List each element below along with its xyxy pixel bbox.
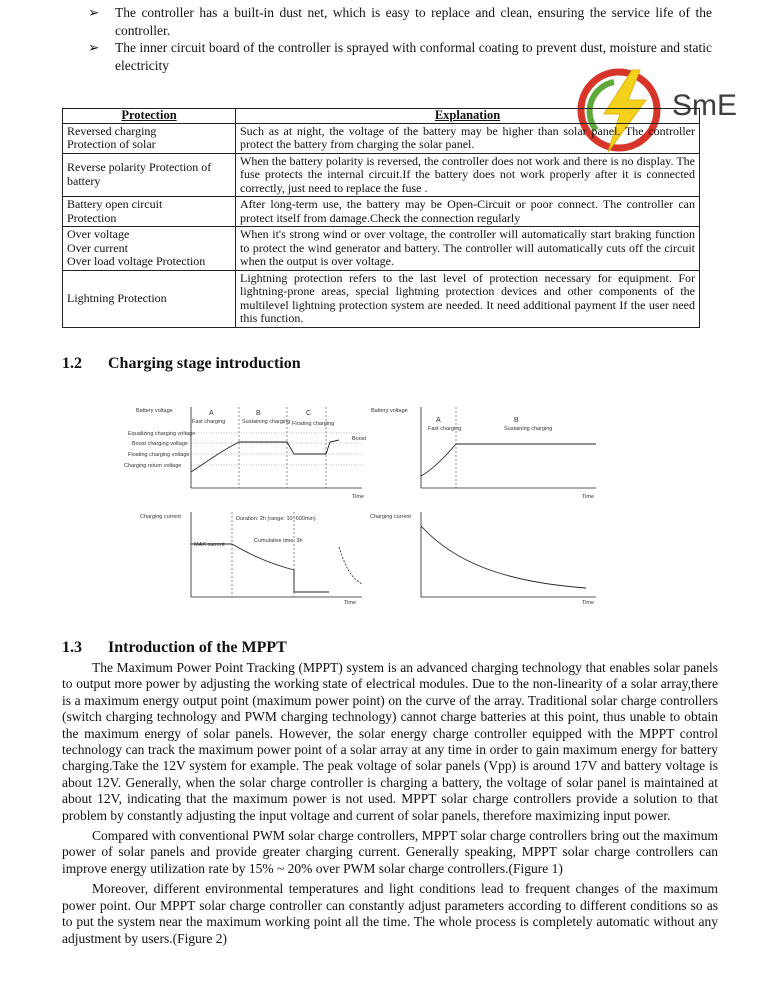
- protection-cell: Lightning Protection: [63, 270, 236, 327]
- explanation-cell: When it's strong wind or over voltage, the controller will automatically start braking function to protect the wind generator and battery. The controller will automatically cuts off the circuit when the output is over voltage.: [236, 227, 700, 271]
- x-axis-label: Time: [582, 600, 595, 606]
- column-header: Explanation: [236, 109, 700, 124]
- column-header: Protection: [63, 109, 236, 124]
- y-axis-label: Charging current: [370, 514, 411, 520]
- y-axis-label: Charging current: [140, 514, 181, 520]
- table-row: [63, 227, 700, 271]
- mppt-body-text: [62, 660, 718, 947]
- table-row: [63, 153, 700, 197]
- stage-a-description: Fast charging: [428, 426, 462, 432]
- arrow-bullet-icon: ➢: [88, 40, 100, 55]
- paragraph: The Maximum Power Point Tracking (MPPT) system is an advanced charging technology that enables solar panels to output more power by adjusting the working state of electrical modules. Due to the non-linearity of a solar array,there is a maximum energy output point (maximum power point) on the curve of the array. Traditional solar charge controllers (switch charging technology and PWM charging technology) cannot charge batteries at this point, thus unable to obtain the maximum energy of solar panels. However, the solar energy charge controller equipped with the MPPT control technology can track the maximum power point of a solar array at any time in order to gain maximum energy for battery charging.Take the 12V system for example. The peak voltage of solar panels (Vpp) is around 17V and battery voltage is about 12V. Generally, when the solar charge controller is charging a battery, the voltage of solar panel is maintained at about 12V, indicating that the maximum power is not used. MPPT solar charge controllers provide a solution to that problem by constantly adjusting the input voltage and current of solar panels, therefore maximizing input power.: [62, 660, 718, 823]
- stage-c-label: C: [306, 410, 312, 417]
- stage-b-description: Sustaining charging: [242, 419, 291, 425]
- paragraph: Moreover, different environmental temperatures and light conditions lead to frequent changes of the maximum power point. Our MPPT solar charge controller can constantly adjust parameters according to different conditions so as to put the system near the maximum working point all the time. The whole process is completely automatic without any adjustment by users.(Figure 2): [62, 881, 718, 946]
- protection-cell: Reversed charging Protection of solar: [63, 123, 236, 153]
- battery-voltage-chart-fast-sustaining-floating: [124, 407, 367, 500]
- charging-current-chart-right: [370, 512, 596, 606]
- y-axis-label: Battery voltage: [371, 408, 408, 414]
- y-axis-label: Battery voltage: [136, 408, 173, 414]
- charging-stage-figure: [124, 402, 614, 612]
- section-number: 1.2: [62, 355, 82, 372]
- paragraph: Compared with conventional PWM solar charge controllers, MPPT solar charge controllers bring out the maximum power of solar panels and provide greater charging current. Generally speaking, MPPT solar charge controllers can improve energy utilization rate by 15% ~ 20% over PWM solar charge controllers.(Figure 1): [62, 828, 718, 876]
- explanation-cell: Lightning protection refers to the last level of protection necessary for equipment. For lightning-prone areas, special lightning protection devices and other components of the multilevel lightning protection system are needed. It need additional payment If the user need this function.: [236, 270, 700, 327]
- stage-b-label: B: [514, 417, 519, 424]
- table-row: [63, 123, 700, 153]
- x-axis-label: Time: [344, 600, 357, 606]
- protection-cell: Battery open circuit Protection: [63, 197, 236, 227]
- section-heading: [62, 639, 287, 657]
- cumulative-time-label: Cumulative time: 3h: [254, 538, 303, 544]
- table-row: [63, 270, 700, 327]
- protection-cell: Reverse polarity Protection of battery: [63, 153, 236, 197]
- level-label: Charging return voltage: [124, 463, 182, 469]
- logo-text: SmE: [672, 89, 738, 122]
- max-current-label: MAX current: [194, 542, 225, 548]
- stage-a-description: Fast charging: [192, 419, 226, 425]
- level-label: Equalizing charging voltage: [128, 431, 196, 437]
- boost-label: Boost: [352, 436, 367, 442]
- duration-label: Duration: 2h (range: 10~600min): [236, 516, 316, 522]
- bullet-text: The controller has a built-in dust net, which is easy to replace and clean, ensuring the service life of the controller.: [115, 5, 712, 38]
- stage-b-description: Sustaining charging: [504, 426, 553, 432]
- explanation-cell: Such as at night, the voltage of the battery may be higher than solar panel. The controller protect the battery from charging the solar panel.: [236, 123, 700, 153]
- stage-a-label: A: [436, 417, 441, 424]
- section-title: Introduction of the MPPT: [108, 639, 287, 656]
- section-heading: [62, 355, 301, 373]
- stage-b-label: B: [256, 410, 261, 417]
- explanation-cell: When the battery polarity is reversed, the controller does not work and there is no display. The fuse protects the internal circuit.If the battery does not work properly after it is connected correctly, just need to replace the fuse .: [236, 153, 700, 197]
- charging-current-chart-left: [140, 512, 362, 606]
- bullet-item: [62, 4, 712, 39]
- x-axis-label: Time: [582, 494, 595, 500]
- stage-a-label: A: [209, 410, 214, 417]
- table-row: [63, 197, 700, 227]
- level-label: Floating charging voltage: [128, 452, 190, 458]
- explanation-cell: After long-term use, the battery may be Open-Circuit or poor connect. The controller can protect itself from damage.Check the connection regularly: [236, 197, 700, 227]
- section-title: Charging stage introduction: [108, 355, 301, 372]
- table-header-row: [63, 109, 700, 124]
- battery-voltage-chart-fast-sustaining: [371, 407, 596, 500]
- x-axis-label: Time: [352, 494, 365, 500]
- stage-c-description: Floating charging: [292, 421, 335, 427]
- arrow-bullet-icon: ➢: [88, 5, 100, 20]
- bullet-text: The inner circuit board of the controller is sprayed with conformal coating to prevent dust, moisture and static electricity: [115, 40, 712, 73]
- section-number: 1.3: [62, 639, 82, 656]
- protection-table: [62, 108, 700, 328]
- level-label: Boost charging voltage: [132, 441, 188, 447]
- protection-cell: Over voltage Over current Over load voltage Protection: [63, 227, 236, 271]
